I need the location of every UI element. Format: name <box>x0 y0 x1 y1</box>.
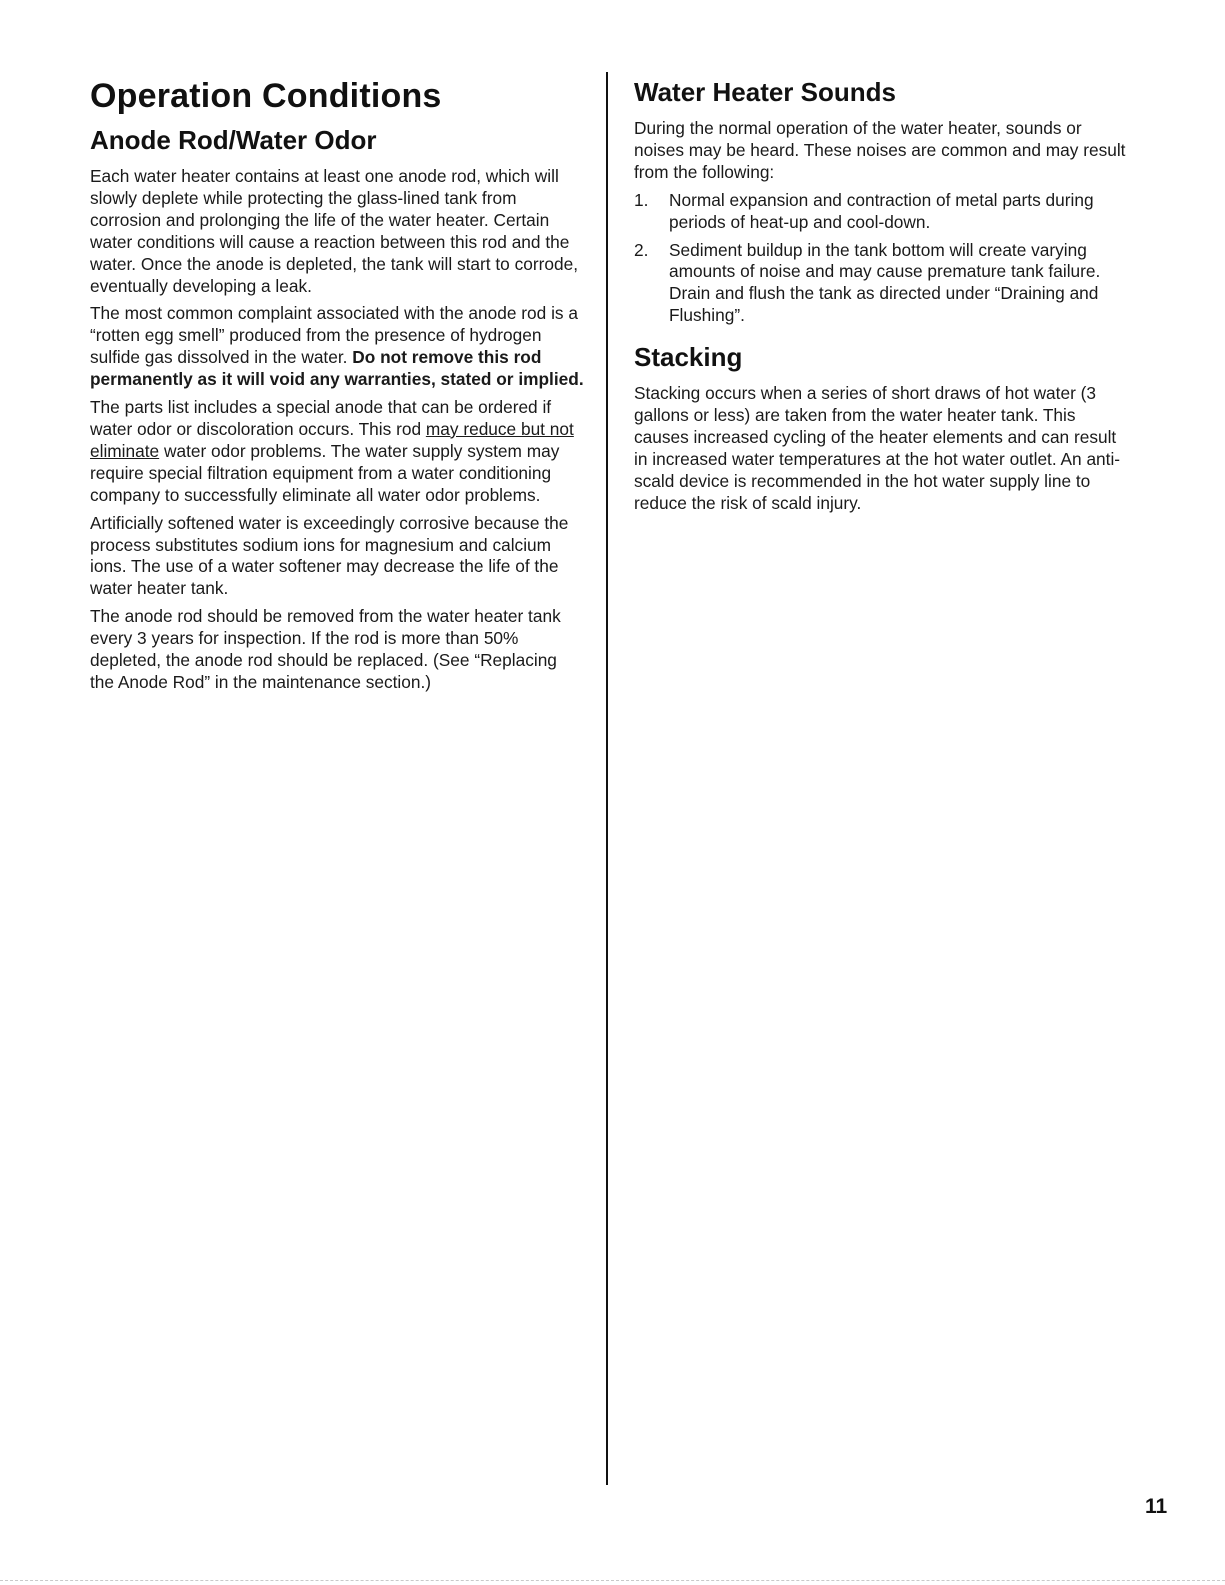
anode-paragraph-3-text-a: The parts list includes a special anode that can be ordered if water odor or discoloration occurs. This rod <box>90 397 552 439</box>
sounds-intro: During the normal operation of the water heater, sounds or noises may be heard. These noises are common and may result from the following: <box>634 118 1126 182</box>
anode-paragraph-2-text: The most common complaint associated with the anode rod is a “rotten egg smell” produced from the presence of hydrogen sulfide gas dissolved in the water. <box>90 303 578 368</box>
list-item <box>634 240 1134 328</box>
sounds-list <box>634 190 1134 327</box>
section-title: Operation Conditions <box>90 77 442 115</box>
anode-paragraph-1: Each water heater contains at least one anode rod, which will slowly deplete while protecting the glass-lined tank from corrosion and prolonging the life of the water heater. Certain water conditions will cause a reaction between this rod and the water. Once the anode is depleted, the tank will start to corrode, eventually developing a leak. <box>90 166 578 296</box>
anode-paragraph-3 <box>90 397 585 507</box>
list-item-text: Sediment buildup in the tank bottom will create varying amounts of noise and may cause premature tank failure. Drain and flush the tank as directed under “Draining and Flushing”. <box>669 239 1101 326</box>
list-item-number: 1. <box>634 189 649 210</box>
anode-warning-bold: Do not remove this rod permanently as it will void any warranties, stated or implied. <box>90 347 584 390</box>
stacking-heading: Stacking <box>634 342 743 373</box>
anode-rod-heading: Anode Rod/Water Odor <box>90 125 377 155</box>
page-bottom-edge <box>0 1580 1225 1582</box>
list-item <box>634 190 1134 234</box>
list-item-number: 2. <box>634 239 649 260</box>
list-item-text: Normal expansion and contraction of metal parts during periods of heat-up and cool-down. <box>669 189 1094 232</box>
column-divider <box>606 72 608 1485</box>
left-column <box>90 70 585 700</box>
anode-paragraph-4: Artificially softened water is exceedingly corrosive because the process substitutes sodium ions for magnesium and calcium ions. The use of a water softener may decrease the life of the water heater tank. <box>90 512 569 599</box>
water-heater-sounds-heading: Water Heater Sounds <box>634 77 896 107</box>
anode-paragraph-2 <box>90 303 585 391</box>
anode-paragraph-5: The anode rod should be removed from the water heater tank every 3 years for inspection. If the rod is more than 50% depleted, the anode rod should be replaced. (See “Replacing the Anode Rod” in the maintenance section.) <box>90 606 561 692</box>
anode-paragraph-3-text-b: water odor problems. The water supply system may require special filtration equipment from a water conditioning company to successfully eliminate all water odor problems. <box>90 440 560 505</box>
right-column <box>634 70 1134 521</box>
stacking-paragraph: Stacking occurs when a series of short draws of hot water (3 gallons or less) are taken from the water heater tank. This causes increased cycling of the heater elements and can result in increased water temperatures at the hot water outlet. An anti-scald device is recommended in the hot water supply line to reduce the risk of scald injury. <box>634 383 1121 513</box>
anode-underlined-phrase: may reduce but not eliminate <box>90 418 574 461</box>
page-number: 11 <box>1145 1495 1168 1518</box>
